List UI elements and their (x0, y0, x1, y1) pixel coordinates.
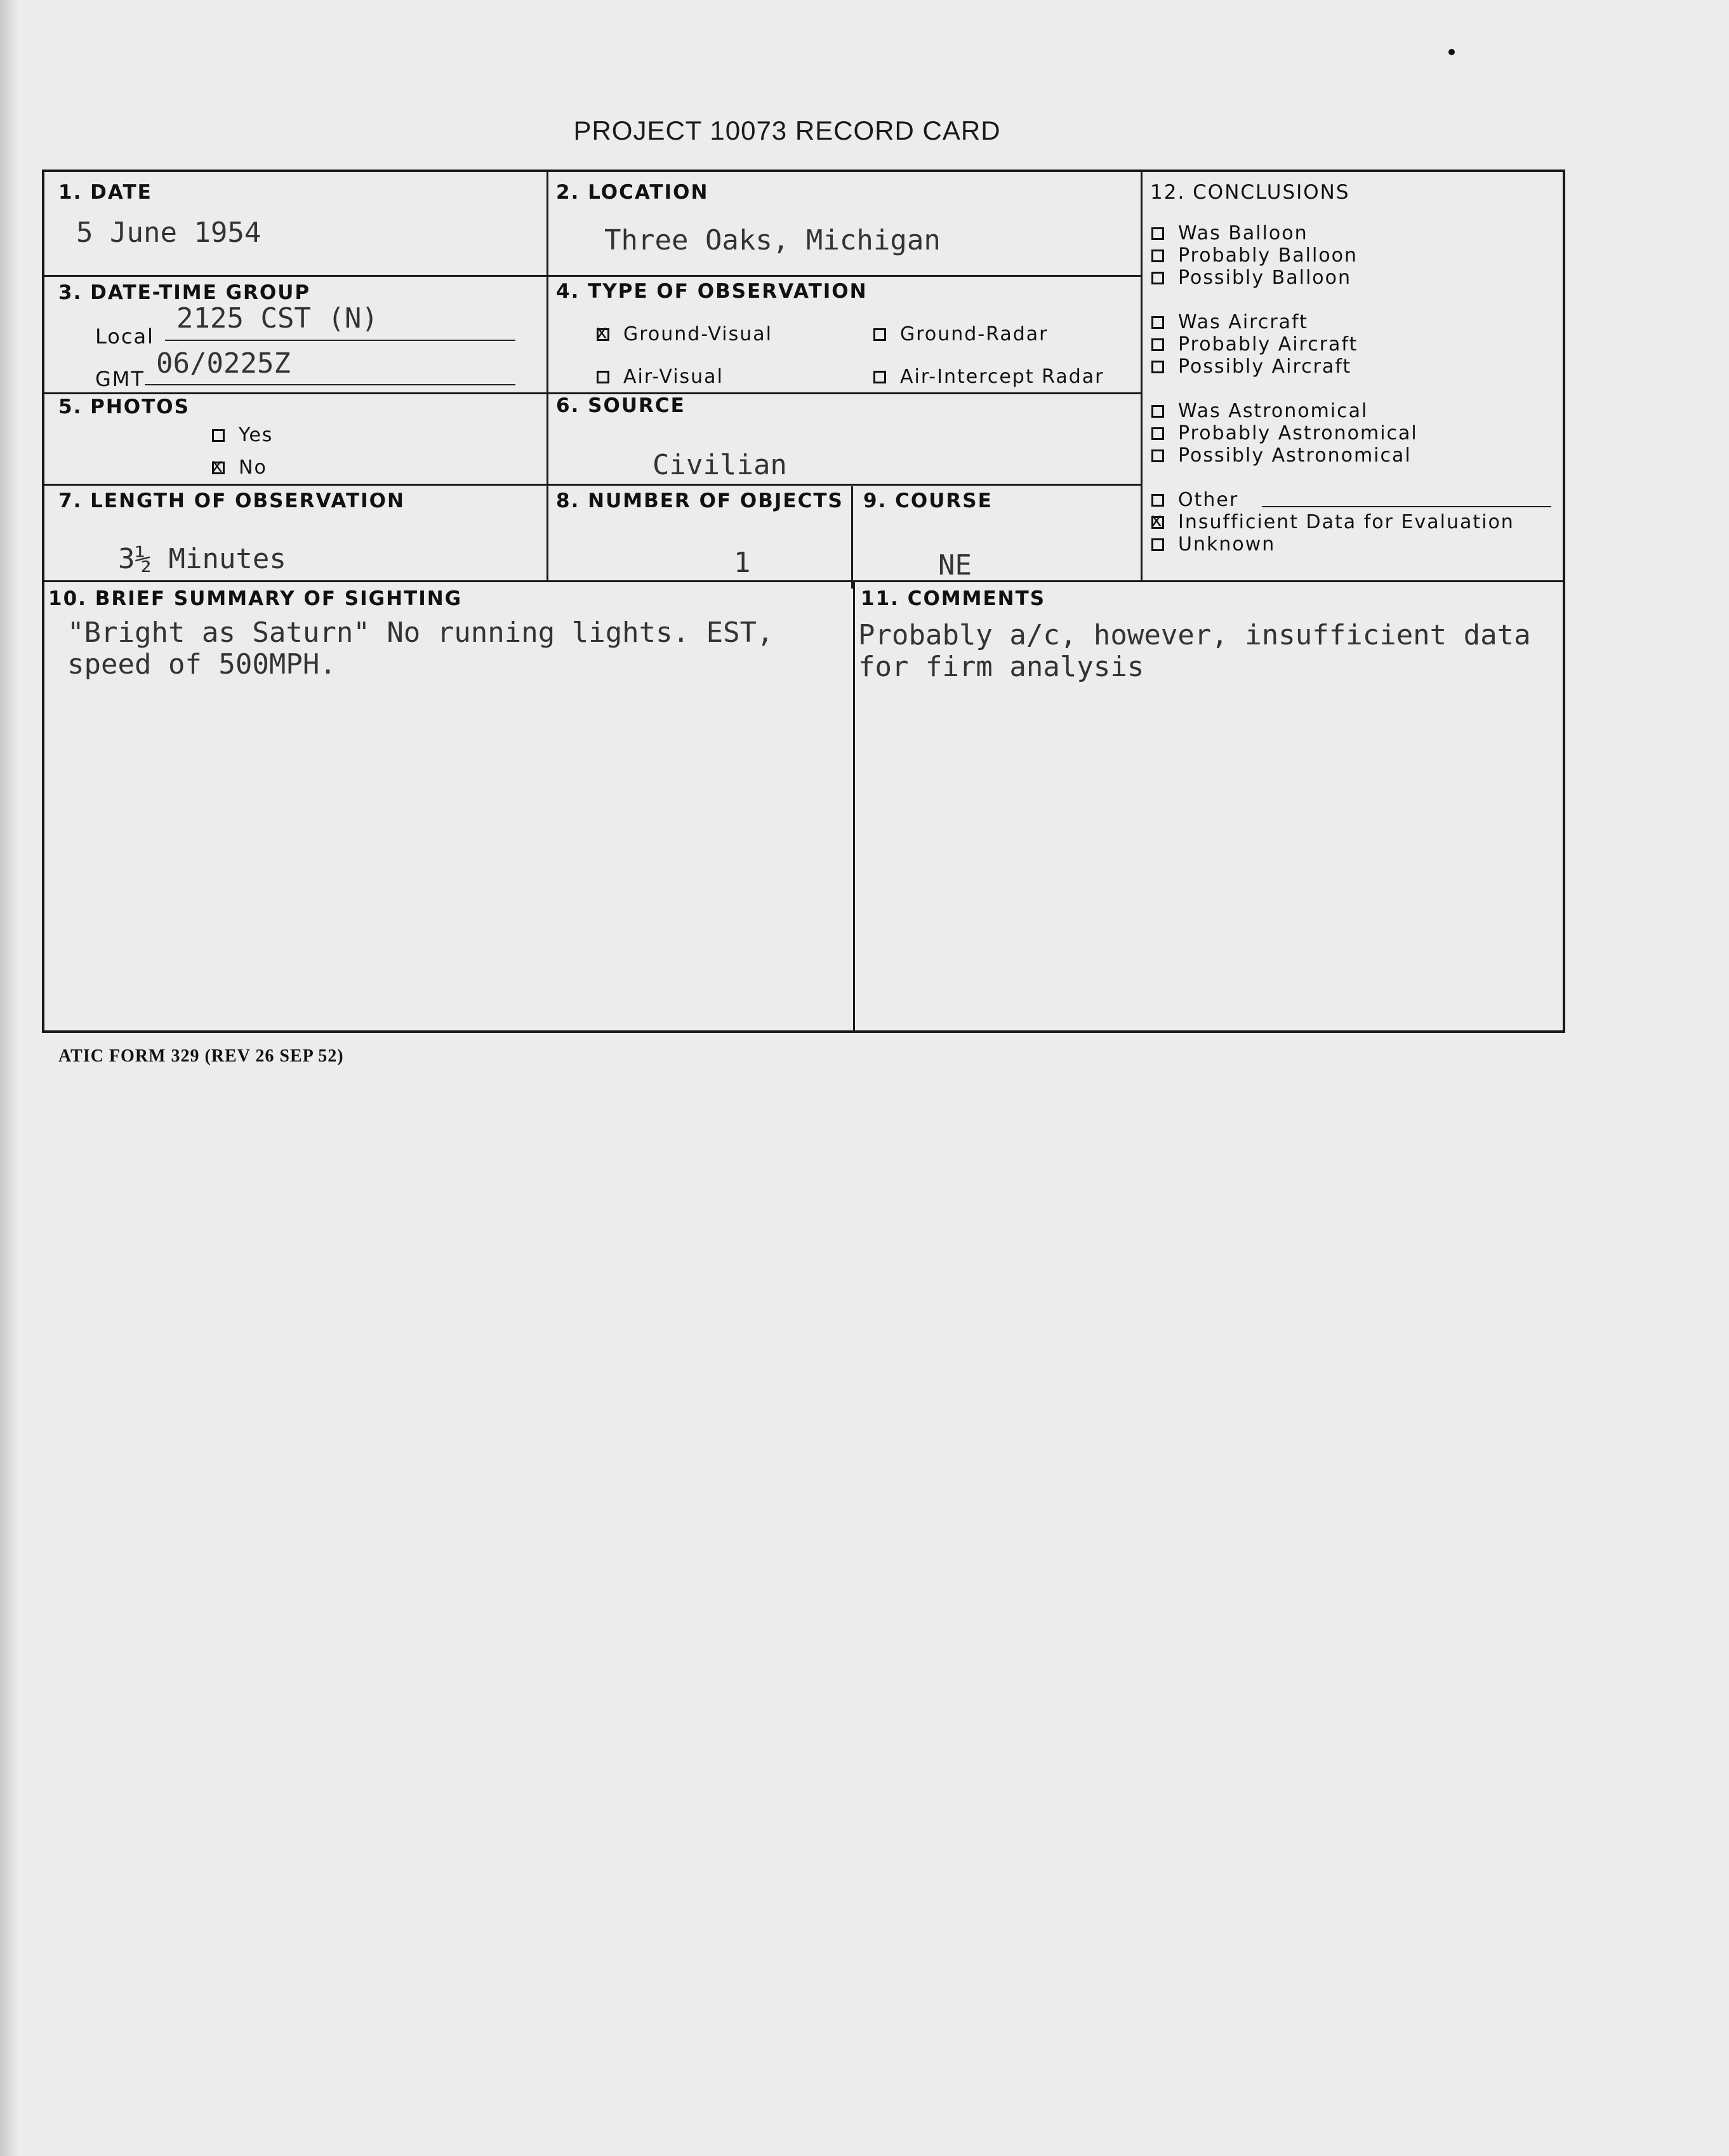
brief-summary-label: 10. BRIEF SUMMARY OF SIGHTING (48, 587, 463, 610)
form-footer: ATIC FORM 329 (REV 26 SEP 52) (58, 1046, 344, 1066)
divider (851, 486, 853, 589)
conclusion-probably-balloon[interactable] (1151, 244, 1358, 267)
option-label: Probably Astronomical (1178, 422, 1418, 444)
comments-line: for firm analysis (858, 651, 1144, 683)
divider (1141, 172, 1143, 580)
checkbox[interactable] (1151, 361, 1164, 373)
option-air-intercept-radar[interactable] (873, 366, 1104, 388)
number-of-objects-value: 1 (734, 547, 751, 579)
local-label: Local (95, 324, 154, 349)
conclusion-probably-aircraft[interactable] (1151, 333, 1358, 356)
option-label: Yes (239, 424, 274, 446)
option-label: Was Balloon (1178, 222, 1308, 244)
conclusion-was-aircraft[interactable] (1151, 311, 1308, 333)
option-label: Possibly Astronomical (1178, 444, 1412, 467)
checkbox[interactable] (1151, 427, 1164, 440)
option-label: Ground-Radar (900, 323, 1049, 345)
date-label: 1. DATE (58, 181, 152, 204)
brief-summary-line: speed of 500MPH. (67, 648, 336, 681)
option-photos-no[interactable] (212, 456, 267, 479)
conclusion-possibly-balloon[interactable] (1151, 267, 1351, 289)
divider (44, 484, 1143, 486)
checkbox[interactable] (597, 371, 609, 383)
checkbox[interactable] (1151, 227, 1164, 240)
length-of-observation-value: 3½ Minutes (118, 543, 286, 575)
option-label: Ground-Visual (623, 323, 772, 345)
conclusion-was-balloon[interactable] (1151, 222, 1308, 244)
scan-edge (0, 0, 19, 2156)
option-label: No (239, 456, 267, 479)
conclusion-other[interactable] (1151, 489, 1238, 511)
course-value: NE (938, 549, 972, 582)
option-label: Possibly Balloon (1178, 267, 1351, 289)
source-value: Civilian (653, 449, 787, 481)
conclusion-unknown[interactable] (1151, 533, 1275, 556)
option-ground-visual[interactable] (597, 323, 772, 345)
option-label: Was Aircraft (1178, 311, 1308, 333)
divider (44, 580, 1565, 582)
conclusion-probably-astronomical[interactable] (1151, 422, 1418, 444)
photos-label: 5. PHOTOS (58, 396, 190, 418)
checkbox[interactable] (873, 328, 886, 341)
course-label: 9. COURSE (863, 489, 993, 512)
checkbox[interactable] (1151, 316, 1164, 329)
location-label: 2. LOCATION (556, 181, 709, 204)
location-value: Three Oaks, Michigan (604, 224, 941, 256)
option-air-visual[interactable] (597, 366, 724, 388)
option-ground-radar[interactable] (873, 323, 1049, 345)
option-label: Other (1178, 489, 1239, 511)
option-label: Air-Intercept Radar (900, 366, 1104, 388)
local-underline (165, 340, 515, 341)
option-label: Insufficient Data for Evaluation (1178, 511, 1514, 533)
option-label: Was Astronomical (1178, 400, 1368, 422)
option-photos-yes[interactable] (212, 424, 273, 446)
divider (853, 580, 855, 1033)
checkbox[interactable] (873, 371, 886, 383)
local-time-value: 2125 CST (N) (176, 302, 378, 335)
checkbox[interactable] (212, 429, 225, 442)
conclusions-label: 12. CONCLUSIONS (1150, 181, 1350, 204)
type-of-observation-label: 4. TYPE OF OBSERVATION (556, 280, 868, 303)
checkbox[interactable] (1151, 405, 1164, 418)
comments-label: 11. COMMENTS (861, 587, 1046, 610)
option-label: Probably Balloon (1178, 244, 1358, 267)
checkbox[interactable] (1151, 338, 1164, 351)
gmt-time-value: 06/0225Z (156, 347, 291, 380)
conclusion-possibly-aircraft[interactable] (1151, 356, 1351, 378)
number-of-objects-label: 8. NUMBER OF OBJECTS (556, 489, 844, 512)
checkbox-checked[interactable] (1151, 516, 1164, 529)
checkbox-checked[interactable] (597, 328, 609, 341)
checkbox[interactable] (1151, 250, 1164, 262)
divider (44, 275, 1143, 277)
conclusion-possibly-astronomical[interactable] (1151, 444, 1412, 467)
checkbox-checked[interactable] (212, 462, 225, 474)
record-card (42, 170, 1565, 1033)
length-of-observation-label: 7. LENGTH OF OBSERVATION (58, 489, 405, 512)
comments-line: Probably a/c, however, insufficient data (858, 619, 1531, 651)
source-label: 6. SOURCE (556, 394, 686, 417)
gmt-label: GMT (95, 367, 145, 391)
checkbox[interactable] (1151, 494, 1164, 507)
checkbox[interactable] (1151, 449, 1164, 462)
checkbox[interactable] (1151, 538, 1164, 551)
option-label: Probably Aircraft (1178, 333, 1358, 356)
gmt-underline (145, 384, 515, 385)
speck (1448, 49, 1455, 55)
option-label: Unknown (1178, 533, 1276, 556)
brief-summary-line: "Bright as Saturn" No running lights. EST, (67, 616, 774, 649)
conclusion-was-astronomical[interactable] (1151, 400, 1368, 422)
page-title: PROJECT 10073 RECORD CARD (573, 116, 1001, 145)
date-value: 5 June 1954 (76, 216, 262, 249)
date-time-group-label: 3. DATE-TIME GROUP (58, 281, 311, 304)
other-underline (1262, 506, 1551, 507)
conclusion-insufficient-data[interactable] (1151, 511, 1514, 533)
divider (547, 172, 548, 580)
checkbox[interactable] (1151, 272, 1164, 284)
option-label: Air-Visual (623, 366, 724, 388)
option-label: Possibly Aircraft (1178, 356, 1352, 378)
